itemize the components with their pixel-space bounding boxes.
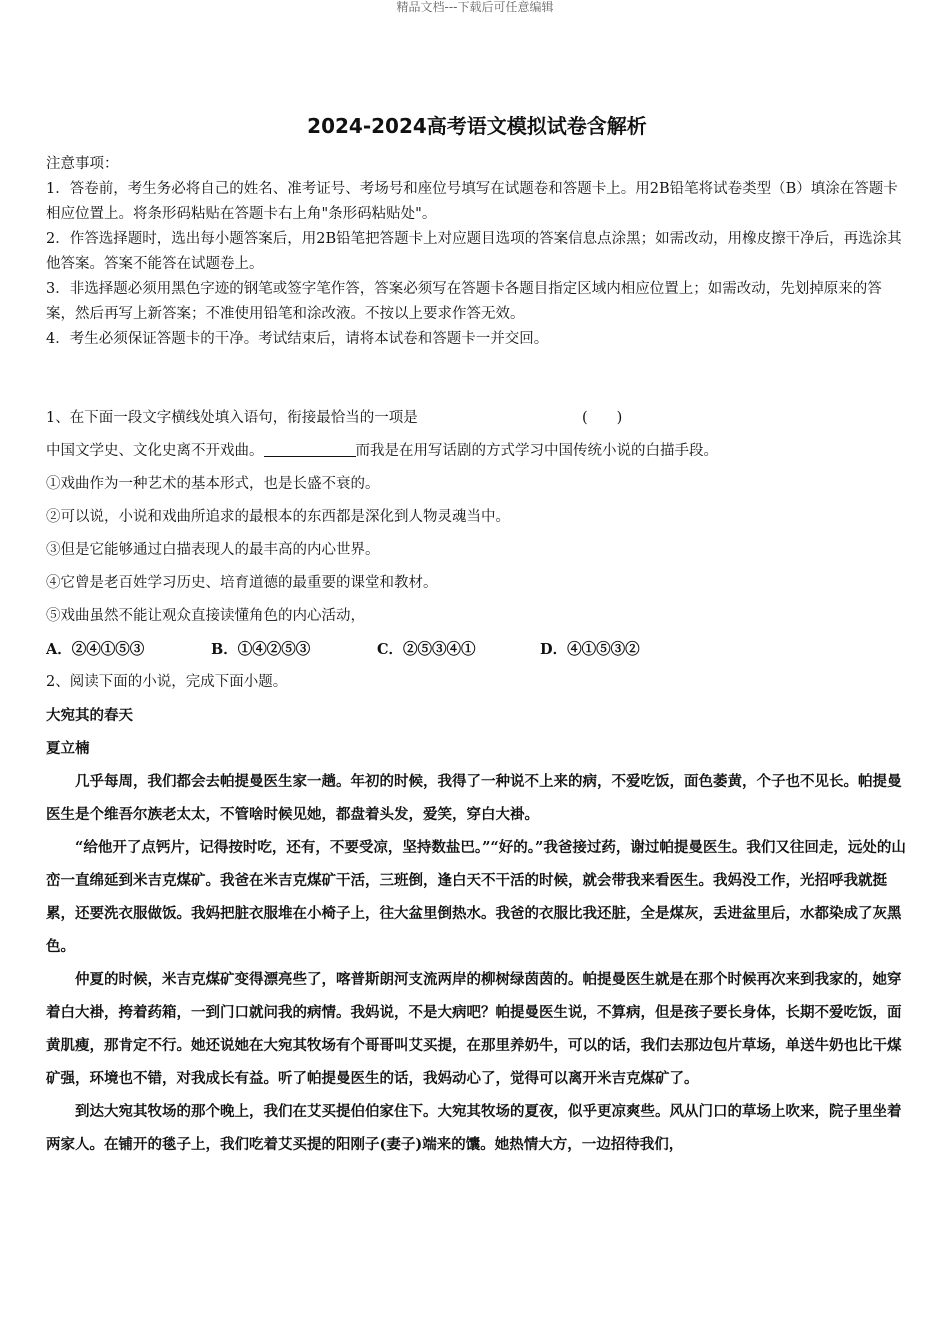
notice-heading: 注意事项： (46, 156, 119, 172)
question-1-stem: 1、在下面一段文字横线处填入语句，衔接最恰当的一项是 (46, 410, 418, 426)
option-a: A．②④①⑤③ (46, 641, 145, 658)
story-paragraph: “给他开了点钙片，记得按时吃，还有，不要受凉，坚持数盐巴。”“好的。”我爸接过药，谢过帕提曼医生。我们又往回走，远处的山峦一直绵延到米吉克煤矿。我爸在米吉克煤矿干活，三班倒，逢白天不干活的时候，就会带我来看医生。我妈没工作，光招呼我就挺累，还要洗衣服做饭。我妈把脏衣服堆在小椅子上，往大盆里倒热水。我爸的衣服比我还脏，全是煤灰，丢进盆里后，水都染成了灰黑色。 (46, 839, 906, 955)
notice-item: 3．非选择题必须用黑色字迹的钢笔或签字笔作答，答案必须写在答题卡各题目指定区域内相应位置上；如需改动，先划掉原来的答案，然后再写上新答案；不准使用铅笔和涂改液。不按以上要求作答无效。 (46, 281, 882, 322)
question-1 (46, 402, 908, 699)
notice-item: 1．答卷前，考生务必将自己的姓名、准考证号、考场号和座位号填写在试题卷和答题卡上。用2B铅笔将试卷类型（B）填涂在答题卡相应位置上。将条形码粘贴在答题卡右上角"条形码粘贴处"。 (46, 181, 898, 222)
option-c: C．②⑤③④① (377, 641, 476, 658)
fill-blank (264, 440, 356, 457)
story-paragraph: 到达大宛其牧场的那个晚上，我们在艾买提伯伯家住下。大宛其牧场的夏夜，似乎更凉爽些。风从门口的草场上吹来，院子里坐着两家人。在铺开的毯子上，我们吃着艾买提的阳刚子(妻子)端来的馕。她热情大方，一边招待我们， (46, 1103, 902, 1153)
page-title: 2024-2024高考语文模拟试卷含解析 (307, 114, 647, 138)
story-author: 夏立楠 (46, 740, 90, 757)
option-d: D．④①⑤③② (540, 641, 640, 658)
sentence-item: ③但是它能够通过白描表现人的最丰高的内心世界。 (46, 542, 380, 558)
option-b: B．①④②⑤③ (211, 641, 311, 658)
watermark-header: 精品文档---下载后可任意编辑 (396, 0, 554, 14)
sentence-item: ④它曾是老百姓学习历史、培育道德的最重要的课堂和教材。 (46, 575, 438, 591)
passage-after: 而我是在用写话剧的方式学习中国传统小说的白描手段。 (355, 443, 718, 459)
sentence-item: ⑤戏曲虽然不能让观众直接读懂角色的内心活动， (46, 608, 365, 624)
answer-parentheses: ( ) (582, 410, 623, 426)
passage-before: 中国文学史、文化史离不开戏曲。 (46, 443, 264, 459)
document-page (46, 112, 908, 1161)
notice-item: 4．考生必须保证答题卡的干净。考试结束后，请将本试卷和答题卡一并交回。 (46, 331, 549, 347)
answer-options (46, 633, 908, 666)
notice-section (46, 152, 908, 352)
sentence-item: ②可以说，小说和戏曲所追求的最根本的东西都是深化到人物灵魂当中。 (46, 509, 510, 525)
question-1-stem-line (46, 402, 908, 435)
story-paragraph: 几乎每周，我们都会去帕提曼医生家一趟。年初的时候，我得了一种说不上来的病，不爱吃饭，面色萎黄，个子也不见长。帕提曼医生是个维吾尔族老太太，不管啥时候见她，都盘着头发，爱笑，穿白大褂。 (46, 773, 902, 823)
story-title: 大宛其的春天 (46, 707, 133, 724)
story-paragraph: 仲夏的时候，米吉克煤矿变得漂亮些了，喀普斯朗河支流两岸的柳树绿茵茵的。帕提曼医生就是在那个时候再次来到我家的，她穿着白大褂，挎着药箱，一到门口就问我的病情。我妈说，不是大病吧？帕提曼医生说，不算病，但是孩子要长身体，长期不爱吃饭，面黄肌瘦，那肯定不行。她还说她在大宛其牧场有个哥哥叫艾买提，在那里养奶牛，可以的话，我们去那边包片草场，单送牛奶也比干煤矿强，环境也不错，对我成长有益。听了帕提曼医生的话，我妈动心了，觉得可以离开米吉克煤矿了。 (46, 971, 902, 1087)
question-1-passage (46, 435, 908, 468)
question-2-stem: 2、阅读下面的小说，完成下面小题。 (46, 674, 288, 690)
notice-item: 2．作答选择题时，选出每小题答案后，用2B铅笔把答题卡上对应题目选项的答案信息点涂黑；如需改动，用橡皮擦干净后，再选涂其他答案。答案不能答在试题卷上。 (46, 231, 902, 272)
sentence-item: ①戏曲作为一种艺术的基本形式，也是长盛不衰的。 (46, 476, 380, 492)
story-section (46, 699, 908, 1161)
